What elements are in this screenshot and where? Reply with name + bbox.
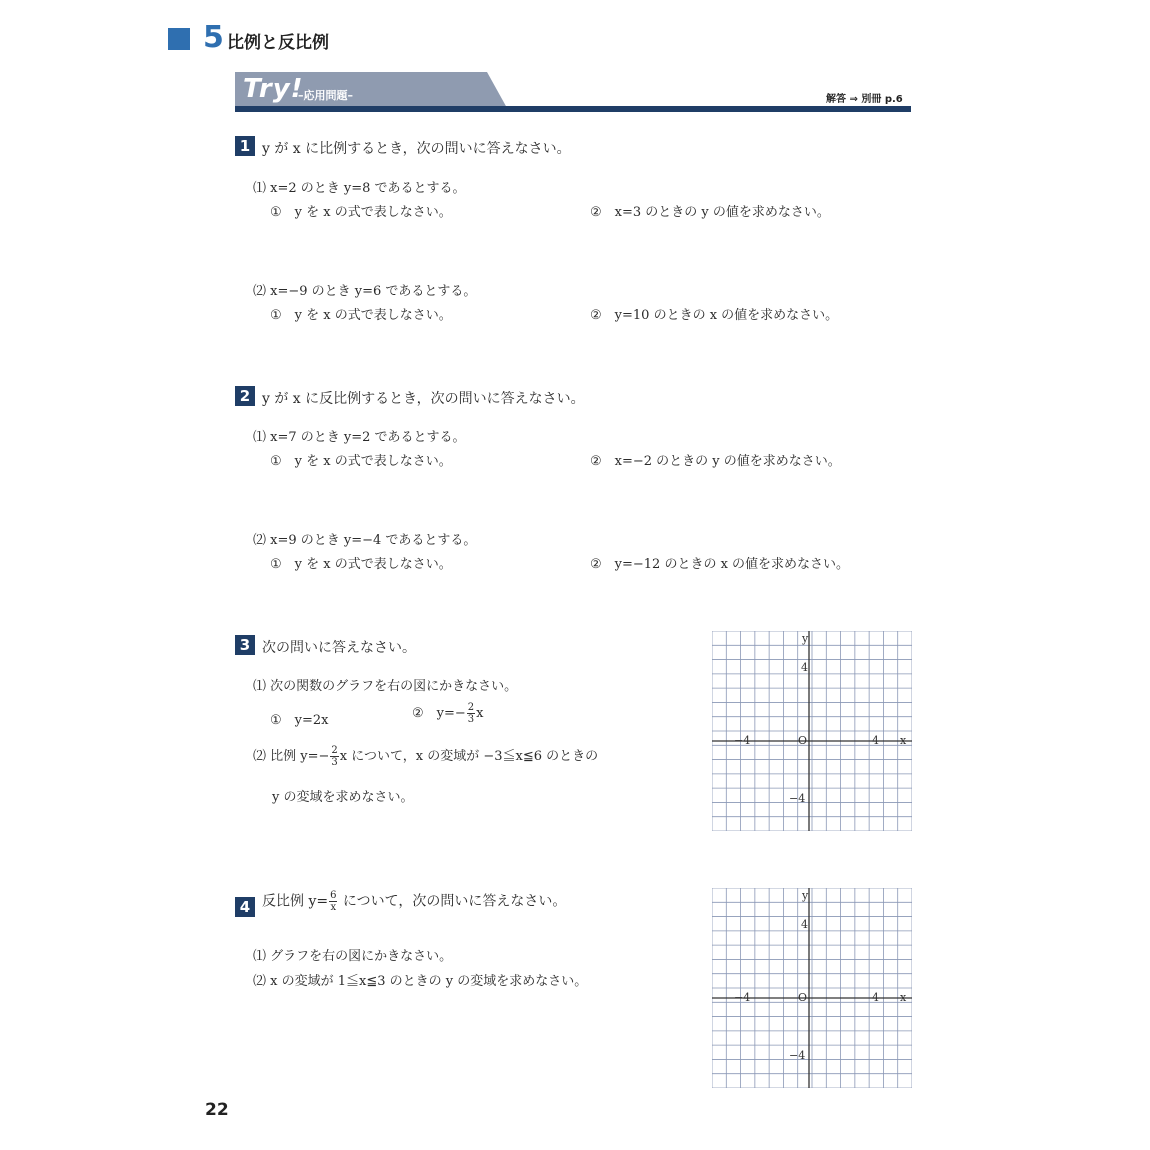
y-tick-4: 4	[801, 661, 808, 674]
question-1-badge: 1	[235, 136, 255, 156]
x-tick-4: 4	[872, 991, 879, 1004]
coordinate-grid-q3[interactable]	[712, 631, 912, 831]
question-2-badge: 2	[235, 386, 255, 406]
x-axis-label: x	[900, 991, 907, 1004]
q2-part1-task-a: ① y を x の式で表しなさい。	[270, 454, 452, 469]
banner-rule	[235, 106, 911, 112]
grid-lines	[712, 631, 912, 831]
grid-lines	[712, 888, 912, 1088]
try-sublabel: –応用問題–	[298, 89, 353, 102]
q1-part1-condition: ⑴ x=2 のとき y=8 であるとする。	[253, 181, 466, 196]
try-label: Try!	[243, 74, 304, 104]
question-3-badge: 3	[235, 635, 255, 655]
question-1-title: y が x に比例するとき，次の問いに答えなさい。	[262, 141, 571, 157]
q4-title-denominator: x	[330, 902, 337, 913]
origin-label: O	[798, 734, 808, 747]
q4-title-prefix: 反比例 y=	[262, 893, 329, 910]
y-axis-label: y	[802, 889, 809, 902]
q3-p2-numerator: 2	[331, 745, 338, 756]
q3-p2-prefix: ⑵ 比例 y=−	[253, 749, 330, 764]
origin-label: O	[798, 991, 808, 1004]
q4-part1-instruction: ⑴ グラフを右の図にかきなさい。	[253, 949, 453, 964]
question-3-title: 次の問いに答えなさい。	[262, 640, 416, 656]
q3-eq2-suffix: x	[476, 706, 484, 721]
coordinate-grid-q4[interactable]	[712, 888, 912, 1088]
q3-p2-denominator: 3	[331, 757, 338, 768]
y-axis-label: y	[802, 632, 809, 645]
q4-title-suffix: について，次の問いに答えなさい。	[338, 893, 567, 910]
q1-part2-task-b: ② y=10 のときの x の値を求めなさい。	[590, 308, 839, 323]
x-tick-4: 4	[872, 734, 879, 747]
x-axis-label: x	[900, 734, 907, 747]
q3-p2-suffix: x について，x の変域が −3≦x≦6 のときの	[339, 749, 599, 764]
q3-equation-2	[412, 702, 484, 725]
question-4-title	[262, 890, 566, 913]
question-4-badge: 4	[235, 897, 255, 917]
q2-part1-condition: ⑴ x=7 のとき y=2 であるとする。	[253, 430, 466, 445]
question-2-title: y が x に反比例するとき，次の問いに答えなさい。	[262, 391, 585, 407]
q1-part1-task-a: ① y を x の式で表しなさい。	[270, 205, 452, 220]
q2-part2-task-b: ② y=−12 のときの x の値を求めなさい。	[590, 557, 850, 572]
q4-title-numerator: 6	[330, 890, 337, 901]
x-tick-neg4: −4	[734, 991, 751, 1004]
chapter-title: 比例と反比例	[227, 33, 329, 53]
q2-part1-task-b: ② x=−2 のときの y の値を求めなさい。	[590, 454, 841, 469]
q3-eq2-fraction	[467, 702, 475, 725]
q2-part2-task-a: ① y を x の式で表しなさい。	[270, 557, 452, 572]
chapter-number: 5	[203, 20, 224, 55]
q2-part2-condition: ⑵ x=9 のとき y=−4 であるとする。	[253, 533, 477, 548]
q4-title-fraction	[329, 890, 337, 913]
chapter-marker	[168, 28, 190, 50]
y-tick-4: 4	[801, 918, 808, 931]
answer-reference: 解答 ⇒ 別冊 p.6	[826, 94, 903, 105]
y-tick-neg4: −4	[789, 1049, 806, 1062]
y-tick-neg4: −4	[789, 792, 806, 805]
q1-part1-task-b: ② x=3 のときの y の値を求めなさい。	[590, 205, 830, 220]
q4-part2-instruction: ⑵ x の変域が 1≦x≦3 のときの y の変域を求めなさい。	[253, 974, 588, 989]
page-number: 22	[205, 1100, 229, 1120]
q3-part2-line2: y の変域を求めなさい。	[272, 790, 414, 805]
q3-part2-line1	[253, 745, 598, 768]
q1-part2-condition: ⑵ x=−9 のとき y=6 であるとする。	[253, 284, 477, 299]
q3-eq2-denominator: 3	[467, 714, 475, 725]
q3-equation-1: ① y=2x	[270, 713, 329, 728]
x-tick-neg4: −4	[734, 734, 751, 747]
q3-p2-fraction	[330, 745, 338, 768]
q1-part2-task-a: ① y を x の式で表しなさい。	[270, 308, 452, 323]
q3-part1-instruction: ⑴ 次の関数のグラフを右の図にかきなさい。	[253, 679, 518, 694]
q3-eq2-numerator: 2	[467, 702, 475, 713]
q3-eq2-prefix: ② y=−	[412, 706, 466, 721]
